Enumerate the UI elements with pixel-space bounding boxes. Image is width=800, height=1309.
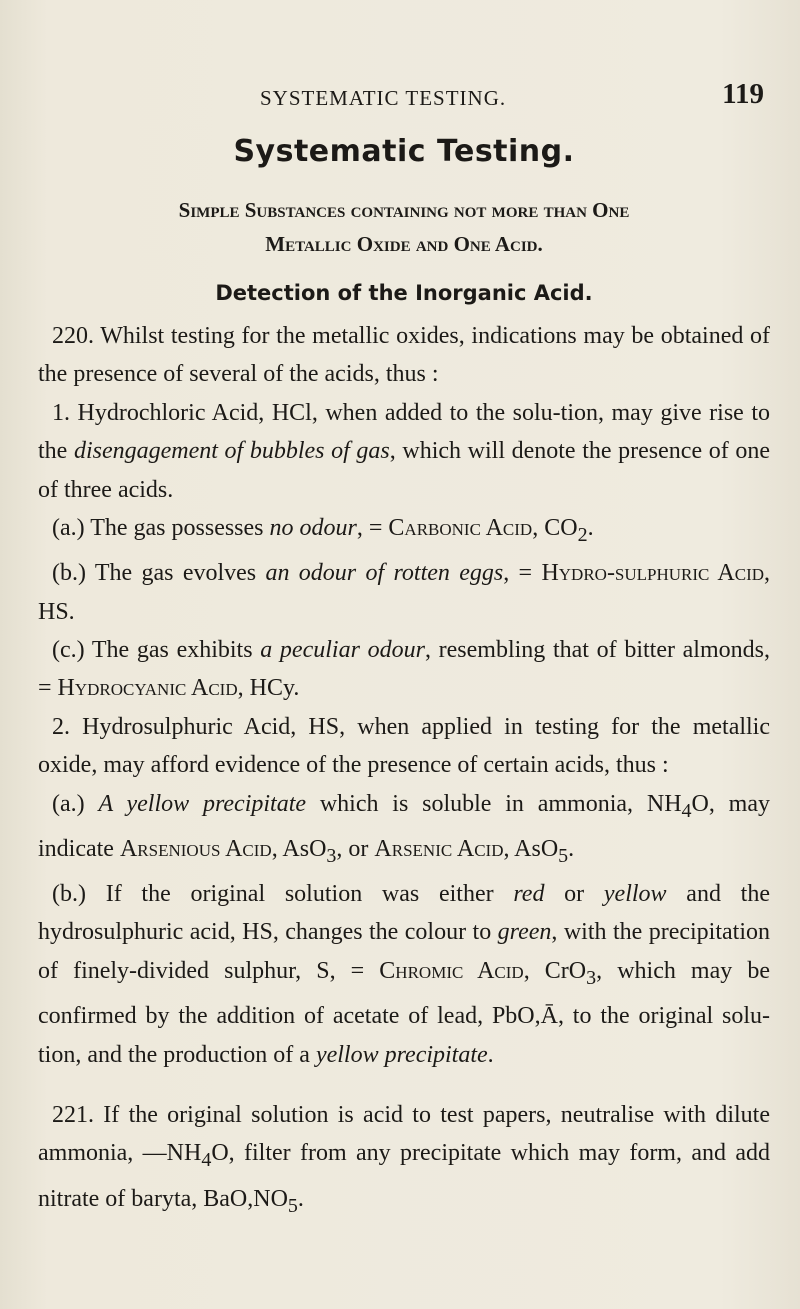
running-head-title: SYSTEMATIC TESTING. [260, 86, 507, 110]
paragraph-1: 1. Hydrochloric Acid, HCl, when added to the solu-tion, may give rise to the disengagement of bubbles of gas, which will denote the presence of one of three acids. [38, 399, 770, 503]
paragraph-221: 221. If the original solution is acid to test papers, neutralise with dilute ammonia, $—NH_4O$, filter from any precipitate which may form, and add nitrate of baryta, $BaO,NO_5$. [38, 1101, 770, 1217]
paragraph-2: 2. Hydrosulphuric Acid, HS, when applied in testing for the metallic oxide, may afford evidence of the presence of certain acids, thus : [38, 713, 770, 779]
paragraph-1c: (c.) The gas exhibits a peculiar odour, resembling that of bitter almonds, = Hydrocyanic Acid, HCy. [38, 637, 770, 702]
paragraph-2a: (a.) A yellow precipitate which is soluble in ammonia, $NH_4O$, may indicate Arsenious Acid, AsO$_3$, or Arsenic Acid, AsO$_5$. [38, 790, 770, 867]
section-heading: Detection of the Inorganic Acid. [215, 281, 593, 305]
paragraph-1a: (a.) The gas possesses no odour, = Carbonic Acid, $CO_2$. [52, 515, 594, 546]
paragraph-1b: (b.) The gas evolves an odour of rotten eggs, = Hydro-sulphuric Acid, HS. [38, 560, 771, 625]
subheading [38, 193, 770, 261]
subheading-line-1: Simple Substances containing not more than One [178, 198, 630, 222]
paragraph-220: 220. Whilst testing for the metallic oxides, indications may be obtained of the presence of several of the acids, thus : [38, 323, 770, 388]
paragraph-2b: (b.) If the original solution was either red or yellow and the hydrosulphuric acid, HS, changes the colour to green, with the precipitation of finely-divided sulphur, S, = Chromic Acid, CrO$_3$, which may be confirmed by the addition of acetate of lead, PbO,Ā, to the original solu-tion, and the production of a yellow precipitate. [38, 881, 771, 1068]
page-number: 119 [722, 78, 764, 110]
running-head [38, 70, 770, 110]
page-content [38, 70, 770, 1225]
chapter-heading: Systematic Testing. [233, 134, 575, 169]
subheading-line-2: Metallic Oxide and One Acid. [265, 232, 543, 256]
